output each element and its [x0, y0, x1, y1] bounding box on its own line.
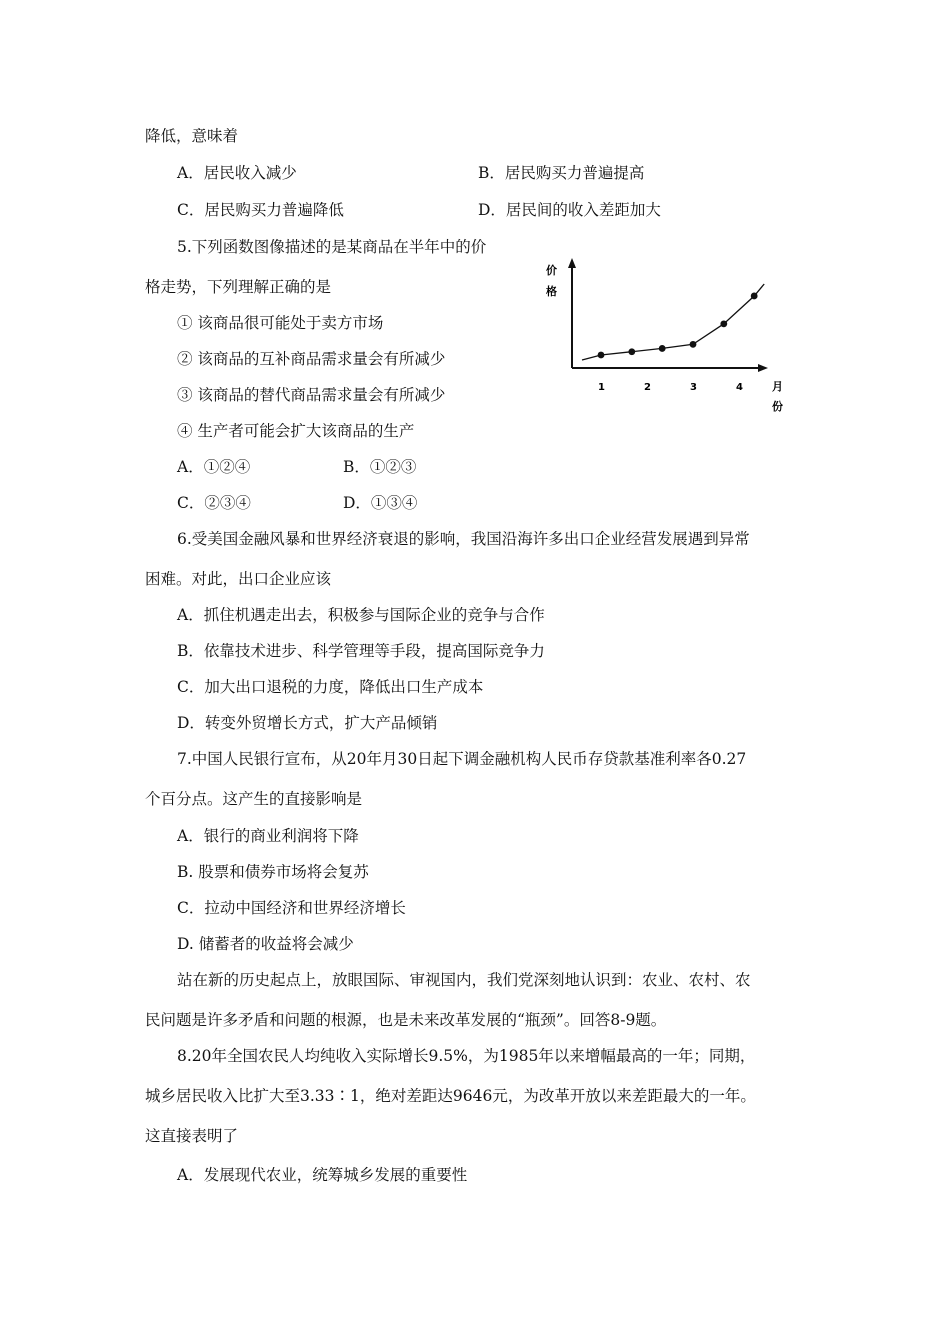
q6-option-d: D．转变外贸增长方式，扩大产品倾销: [177, 714, 438, 732]
price-trend-graph: [532, 252, 792, 422]
q5-option-b: B．①②③: [343, 458, 417, 476]
q7-option-c: C．拉动中国经济和世界经济增长: [177, 899, 406, 917]
q8-stem-line2: 城乡居民收入比扩大至3.33∶1，绝对差距达9646元，为改革开放以来差距最大的一年。: [145, 1087, 756, 1105]
intro-line1: 站在新的历史起点上，放眼国际、审视国内，我们党深刻地认识到：农业、农村、农: [177, 971, 751, 989]
q5-item-3: ③ 该商品的替代商品需求量会有所减少: [177, 386, 446, 404]
q7-stem-line2: 个百分点。这产生的直接影响是: [145, 790, 363, 808]
q8-stem-line3: 这直接表明了: [145, 1127, 239, 1145]
y-axis-label-1: 价: [546, 264, 557, 277]
q4-stem-tail: 降低，意味着: [145, 127, 239, 145]
q5-item-4: ④ 生产者可能会扩大该商品的生产: [177, 422, 415, 440]
price-point-2: [628, 348, 635, 355]
q5-item-1: ① 该商品很可能处于卖方市场: [177, 314, 384, 332]
q7-option-d: D. 储蓄者的收益将会减少: [177, 935, 354, 953]
price-line: [582, 284, 764, 360]
x-axis-label-2: 份: [772, 400, 783, 413]
x-tick-label-4: 4: [736, 382, 743, 393]
y-axis-label-2: 格: [546, 285, 557, 298]
q5-option-d: D．①③④: [343, 494, 418, 512]
q5-option-a: A．①②④: [177, 458, 251, 476]
q7-option-a: A．银行的商业利润将下降: [177, 827, 359, 845]
x-tick-label-2: 2: [644, 382, 651, 393]
q5-stem-line1: 5.下列函数图像描述的是某商品在半年中的价: [177, 238, 487, 256]
x-tick-label-1: 1: [598, 382, 605, 393]
x-axis-arrow: [758, 364, 768, 372]
q6-option-c: C．加大出口退税的力度，降低出口生产成本: [177, 678, 484, 696]
q4-option-a: A．居民收入减少: [177, 164, 297, 182]
q4-option-b: B．居民购买力普遍提高: [478, 164, 645, 182]
price-point-5: [720, 320, 727, 327]
price-point-1: [598, 352, 605, 359]
y-axis-arrow: [568, 258, 576, 268]
q6-stem-line1: 6.受美国金融风暴和世界经济衰退的影响，我国沿海许多出口企业经营发展遇到异常: [177, 530, 750, 548]
x-axis-label-1: 月: [772, 380, 783, 393]
q6-option-b: B．依靠技术进步、科学管理等手段，提高国际竞争力: [177, 642, 545, 660]
q5-option-c: C．②③④: [177, 494, 251, 512]
q4-option-d: D．居民间的收入差距加大: [478, 201, 661, 219]
price-point-3: [659, 345, 666, 352]
price-point-6: [751, 293, 758, 300]
q5-item-2: ② 该商品的互补商品需求量会有所减少: [177, 350, 446, 368]
price-point-4: [690, 341, 697, 348]
q7-stem-line1: 7.中国人民银行宣布，从20年月30日起下调金融机构人民币存贷款基准利率各0.27: [177, 750, 747, 768]
intro-line2: 民问题是许多矛盾和问题的根源，也是未来改革发展的“瓶颈”。回答8-9题。: [145, 1011, 667, 1029]
q7-option-b: B. 股票和债券市场将会复苏: [177, 863, 369, 881]
q5-stem-line2: 格走势，下列理解正确的是: [145, 278, 332, 296]
q6-option-a: A．抓住机遇走出去，积极参与国际企业的竞争与合作: [177, 606, 545, 624]
q4-option-c: C．居民购买力普遍降低: [177, 201, 344, 219]
q8-option-a: A．发展现代农业，统筹城乡发展的重要性: [177, 1166, 468, 1184]
x-tick-label-3: 3: [690, 382, 697, 393]
q8-stem-line1: 8.20年全国农民人均纯收入实际增长9.5%，为1985年以来增幅最高的一年；同期，: [177, 1047, 756, 1065]
q6-stem-line2: 困难。对此，出口企业应该: [145, 570, 332, 588]
